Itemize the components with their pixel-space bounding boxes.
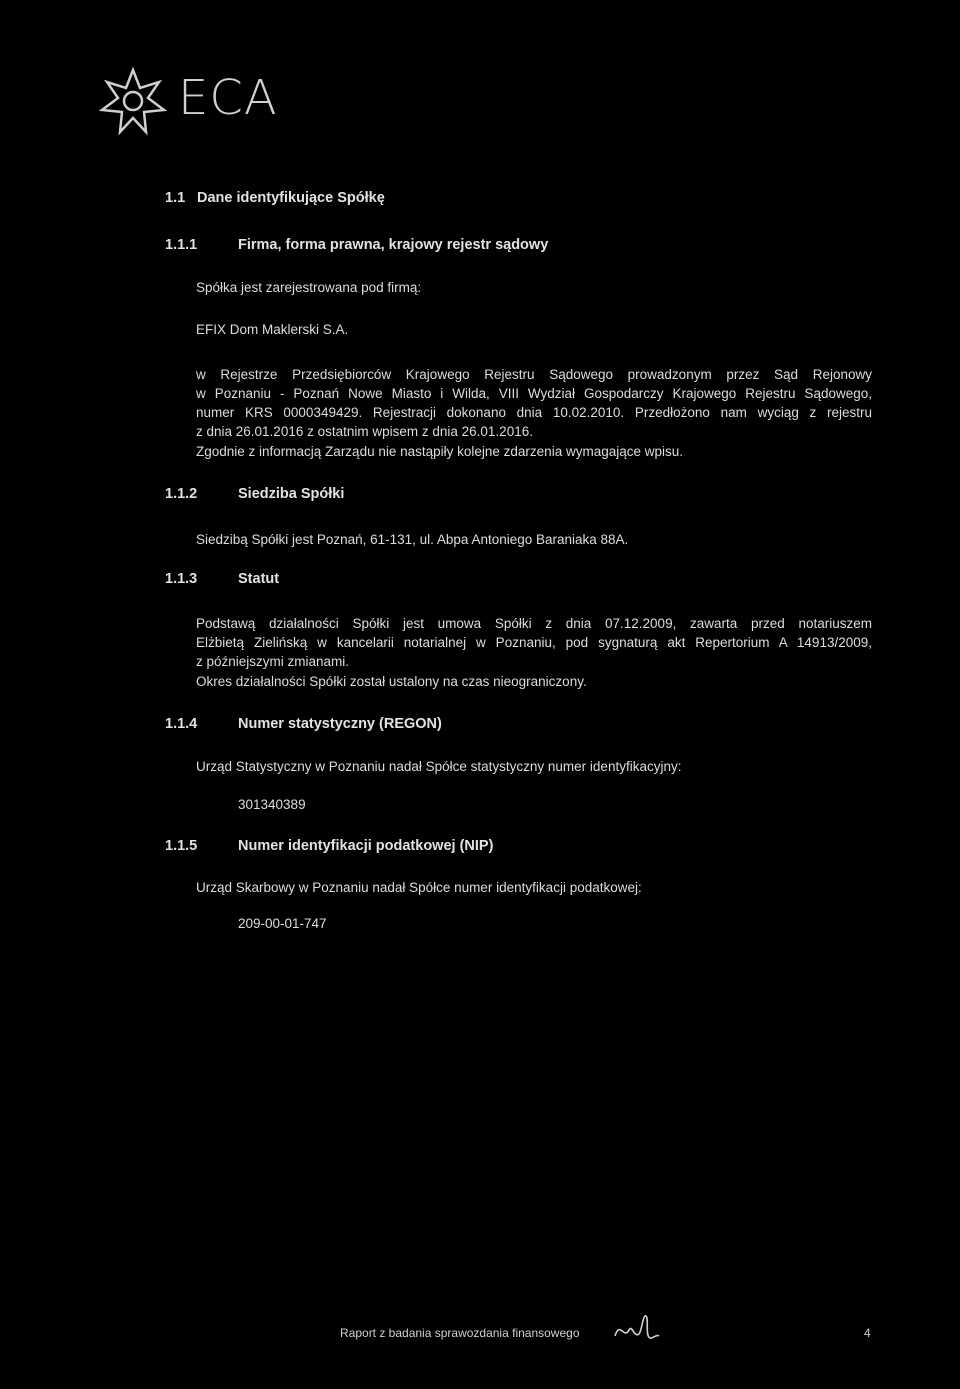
signature-icon bbox=[612, 1310, 662, 1344]
registration-paragraph bbox=[196, 365, 872, 441]
subsection-title: Siedziba Spółki bbox=[238, 486, 345, 502]
paragraph-line: numer KRS 0000349429. Rejestracji dokonano dnia 10.02.2010. Przedłożono nam wyciąg z rejestru bbox=[196, 405, 872, 420]
company-name: EFIX Dom Maklerski S.A. bbox=[196, 322, 349, 337]
subsection-number: 1.1.1 bbox=[165, 237, 198, 253]
subsection-number: 1.1.3 bbox=[165, 571, 198, 587]
subsection-number: 1.1.4 bbox=[165, 716, 198, 732]
regon-text: Urząd Statystyczny w Poznaniu nadał Spółce statystyczny numer identyfikacyjny: bbox=[196, 759, 682, 774]
subsection-number: 1.1.5 bbox=[165, 838, 198, 854]
paragraph-line: Podstawą działalności Spółki jest umowa Spółki z dnia 07.12.2009, zawarta przed notariuszem bbox=[196, 616, 872, 631]
subsection-title: Firma, forma prawna, krajowy rejestr sądowy bbox=[238, 237, 549, 253]
regon-value: 301340389 bbox=[238, 797, 306, 812]
paragraph-line: Elżbietą Zielińską w kancelarii notarialnej w Poznaniu, pod sygnaturą akt Repertorium A 14913/2009, bbox=[196, 635, 872, 650]
section-number: 1.1 bbox=[165, 190, 186, 206]
footer-text: Raport z badania sprawozdania finansowego bbox=[340, 1326, 580, 1340]
paragraph-line: w Poznaniu - Poznań Nowe Miasto i Wilda, VIII Wydział Gospodarczy Krajowego Rejestru Sądowego, bbox=[196, 386, 872, 401]
logo-text: ECA bbox=[178, 70, 278, 126]
eca-logo bbox=[98, 66, 298, 136]
subsection-title: Numer identyfikacji podatkowej (NIP) bbox=[238, 838, 494, 854]
subsection-number: 1.1.2 bbox=[165, 486, 198, 502]
statute-note: Okres działalności Spółki został ustalony na czas nieograniczony. bbox=[196, 674, 587, 689]
nip-text: Urząd Skarbowy w Poznaniu nadał Spółce numer identyfikacji podatkowej: bbox=[196, 880, 642, 895]
star-logo-icon bbox=[98, 66, 168, 136]
paragraph-line: z dnia 26.01.2016 z ostatnim wpisem z dnia 26.01.2016. bbox=[196, 424, 533, 439]
registration-note: Zgodnie z informacją Zarządu nie nastąpiły kolejne zdarzenia wymagające wpisu. bbox=[196, 444, 684, 459]
registration-intro: Spółka jest zarejestrowana pod firmą: bbox=[196, 280, 422, 295]
subsection-title: Statut bbox=[238, 571, 280, 587]
seat-text: Siedzibą Spółki jest Poznań, 61-131, ul. Abpa Antoniego Baraniaka 88A. bbox=[196, 532, 629, 547]
statute-paragraph bbox=[196, 614, 872, 671]
paragraph-line: w Rejestrze Przedsiębiorców Krajowego Rejestru Sądowego prowadzonym przez Sąd Rejonowy bbox=[196, 367, 872, 382]
section-title: Dane identyfikujące Spółkę bbox=[197, 190, 385, 206]
subsection-title: Numer statystyczny (REGON) bbox=[238, 716, 442, 732]
page-number: 4 bbox=[864, 1326, 871, 1340]
nip-value: 209-00-01-747 bbox=[238, 916, 327, 931]
paragraph-line: z późniejszymi zmianami. bbox=[196, 654, 350, 669]
